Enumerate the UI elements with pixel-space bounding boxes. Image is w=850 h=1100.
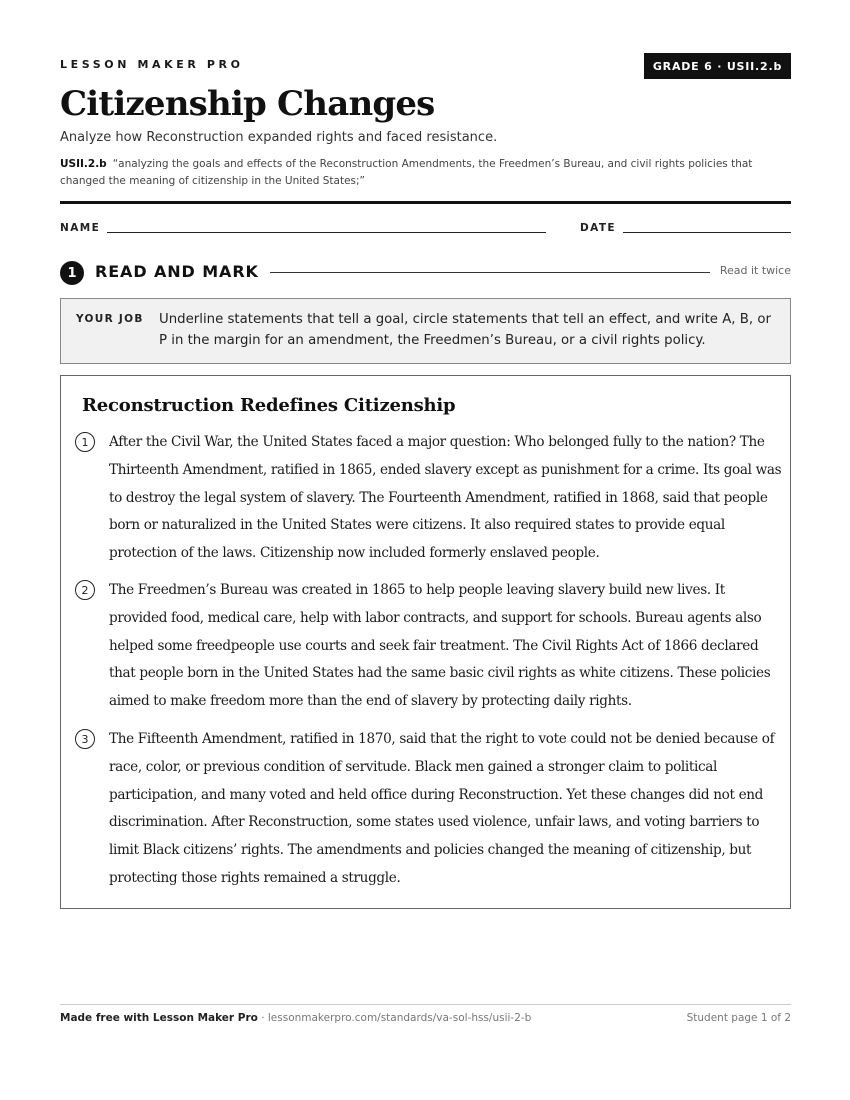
reading-passage <box>60 375 791 909</box>
section-note: Read it twice <box>719 264 791 277</box>
header-divider <box>60 201 791 204</box>
footer-credit <box>60 1012 531 1024</box>
footer-url[interactable]: · lessonmakerpro.com/standards/va-sol-hss/usii-2-b <box>257 1012 532 1024</box>
standard-text: “analyzing the goals and effects of the Reconstruction Amendments, the Freedmen’s Bureau, and civil rights policies that changed the meaning of citizenship in the United States;” <box>60 158 753 187</box>
page-title: Citizenship Changes <box>60 84 435 124</box>
footer-made-with: Made free with Lesson Maker Pro <box>60 1012 258 1024</box>
your-job-label: YOUR JOB <box>76 313 144 325</box>
paragraph-number: 2 <box>75 580 95 600</box>
paragraph-number: 1 <box>75 432 95 452</box>
section-divider <box>270 272 710 273</box>
your-job-box <box>60 298 791 364</box>
name-label: NAME <box>60 222 101 234</box>
grade-standard-badge: GRADE 6 · USII.2.b <box>644 53 791 79</box>
section-number: 1 <box>60 261 84 285</box>
paragraph-number: 3 <box>75 729 95 749</box>
paragraph-text: The Fifteenth Amendment, ratified in 1870, said that the right to vote could not be denied because of race, color, or previous condition of servitude. Black men gained a stronger claim to political participation, and many voted and held office during Reconstruction. Yet these changes did not end discrimination. After Reconstruction, some states used violence, unfair laws, and voting barriers to limit Black citizens’ rights. The amendments and policies changed the meaning of citizenship, but protecting those rights remained a struggle. <box>109 731 775 886</box>
date-label: DATE <box>580 222 616 234</box>
section-title: READ AND MARK <box>95 262 259 281</box>
standard-code: USII.2.b <box>60 158 107 170</box>
name-line[interactable] <box>107 232 546 233</box>
your-job-text: Underline statements that tell a goal, circle statements that tell an effect, and write A, B, or P in the margin for an amendment, the Freedmen’s Bureau, or a civil rights policy. <box>159 312 771 348</box>
paragraph-text: The Freedmen’s Bureau was created in 1865 to help people leaving slavery build new lives. It provided food, medical care, help with labor contracts, and support for schools. Bureau agents also helped some freedpeople use courts and seek fair treatment. The Civil Rights Act of 1866 declared that people born in the United States had the same basic civil rights as white citizens. These policies aimed to make freedom more than the end of slavery by protecting daily rights. <box>109 582 771 710</box>
date-line[interactable] <box>623 232 791 233</box>
reading-title: Reconstruction Redefines Citizenship <box>82 395 456 416</box>
paragraph-text: After the Civil War, the United States faced a major question: Who belonged fully to the nation? The Thirteenth Amendment, ratified in 1865, ended slavery except as punishment for a crime. Its goal was to destroy the legal system of slavery. The Fourteenth Amendment, ratified in 1868, said that people born or naturalized in the United States were citizens. It also required states to provide equal protection of the laws. Citizenship now included formerly enslaved people. <box>109 434 782 562</box>
brand-name: LESSON MAKER PRO <box>60 58 244 71</box>
standard-description <box>60 156 780 190</box>
section-read-and-mark <box>60 259 791 285</box>
worksheet-page <box>60 0 791 1100</box>
page-subtitle: Analyze how Reconstruction expanded rights and faced resistance. <box>60 130 498 145</box>
footer-page-number: Student page 1 of 2 <box>686 1012 791 1024</box>
footer-divider <box>60 1004 791 1005</box>
